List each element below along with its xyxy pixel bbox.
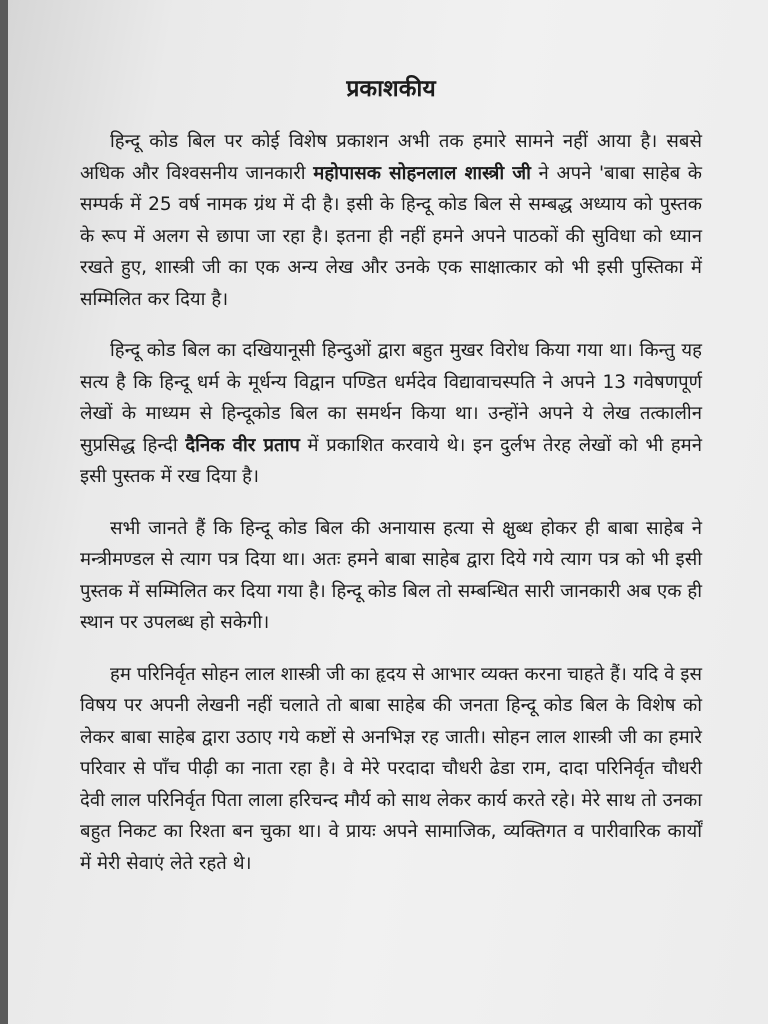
page-content — [80, 74, 702, 899]
paragraph-1 — [80, 126, 702, 315]
paragraph-2 — [80, 335, 702, 493]
paragraph-2-text-1: हिन्दू कोड बिल का दखियानूसी हिन्दुओं द्वारा बहुत मुखर विरोध किया गया था। किन्तु यह सत्य है कि हिन्दू धर्म के मूर्धन्य विद्वान पण्डित धर्मदेव विद्यावाचस्पति ने अपने 13 गवेषणपूर्ण लेखों के माध्यम से हिन्दूकोड बिल का समर्थन किया था। उन्होंने अपने ये लेख तत्कालीन सुप्रसिद्ध हिन्दी — [80, 340, 702, 456]
paragraph-2-text-2: में प्रकाशित करवाये थे। इन दुर्लभ तेरह लेखों को भी हमने इसी पुस्तक में रख दिया है। — [80, 434, 702, 487]
paragraph-3 — [80, 513, 702, 639]
paragraph-3-text-1: सभी जानते हैं कि हिन्दू कोड बिल की अनायास हत्या से क्षुब्ध होकर ही बाबा साहेब ने मन्त्रीमण्डल से त्याग पत्र दिया था। अतः हमने बाबा साहेब द्वारा दिये गये त्याग पत्र को भी इसी पुस्तक में सम्मिलित कर दिया गया है। हिन्दू कोड बिल तो सम्बन्धित सारी जानकारी अब एक ही स्थान पर उपलब्ध हो सकेगी। — [80, 517, 702, 633]
page-title: प्रकाशकीय — [346, 76, 436, 102]
paragraph-2-bold-newspaper: दैनिक वीर प्रताप — [185, 434, 300, 456]
paragraph-4 — [80, 659, 702, 880]
book-page — [8, 0, 768, 1024]
paragraph-4-text-1: हम परिनिर्वृत सोहन लाल शास्त्री जी का हृदय से आभार व्यक्त करना चाहते हैं। यदि वे इस विषय पर अपनी लेखनी नहीं चलाते तो बाबा साहेब की जनता हिन्दू कोड बिल के विशेष को लेकर बाबा साहेब द्वारा उठाए गये कष्टों से अनभिज्ञ रह जाती। सोहन लाल शास्त्री जी का हमारे परिवार से पाँच पीढ़ी का नाता रहा है। वे मेरे परदादा चौधरी ढेडा राम, दादा परिनिर्वृत चौधरी देवी लाल परिनिर्वृत पिता लाला हरिचन्द मौर्य को साथ लेकर कार्य करते रहे। मेरे साथ तो उनका बहुत निकट का रिश्ता बन चुका था। वे प्रायः अपने सामाजिक, व्यक्तिगत व पारीवारिक कार्यों में मेरी सेवाएं लेते रहते थे। — [80, 663, 702, 874]
paragraph-1-bold-author: महोपासक सोहनलाल शास्त्री जी — [313, 162, 531, 184]
paragraph-1-text-1: हिन्दू कोड बिल पर कोई विशेष प्रकाशन अभी तक हमारे सामने नहीं आया है। सबसे अधिक और विश्वसनीय जानकारी — [80, 131, 702, 184]
paragraph-1-text-2: ने अपने 'बाबा साहेब के सम्पर्क में 25 वर्ष नामक ग्रंथ में दी है। इसी के हिन्दू कोड बिल से सम्बद्ध अध्याय को पुस्तक के रूप में अलग से छापा जा रहा है। इतना ही नहीं हमने अपने पाठकों की सुविधा को ध्यान रखते हुए, शास्त्री जी का एक अन्य लेख और उनके एक साक्षात्कार को भी इसी पुस्तिका में सम्मिलित कर दिया है। — [80, 162, 702, 310]
